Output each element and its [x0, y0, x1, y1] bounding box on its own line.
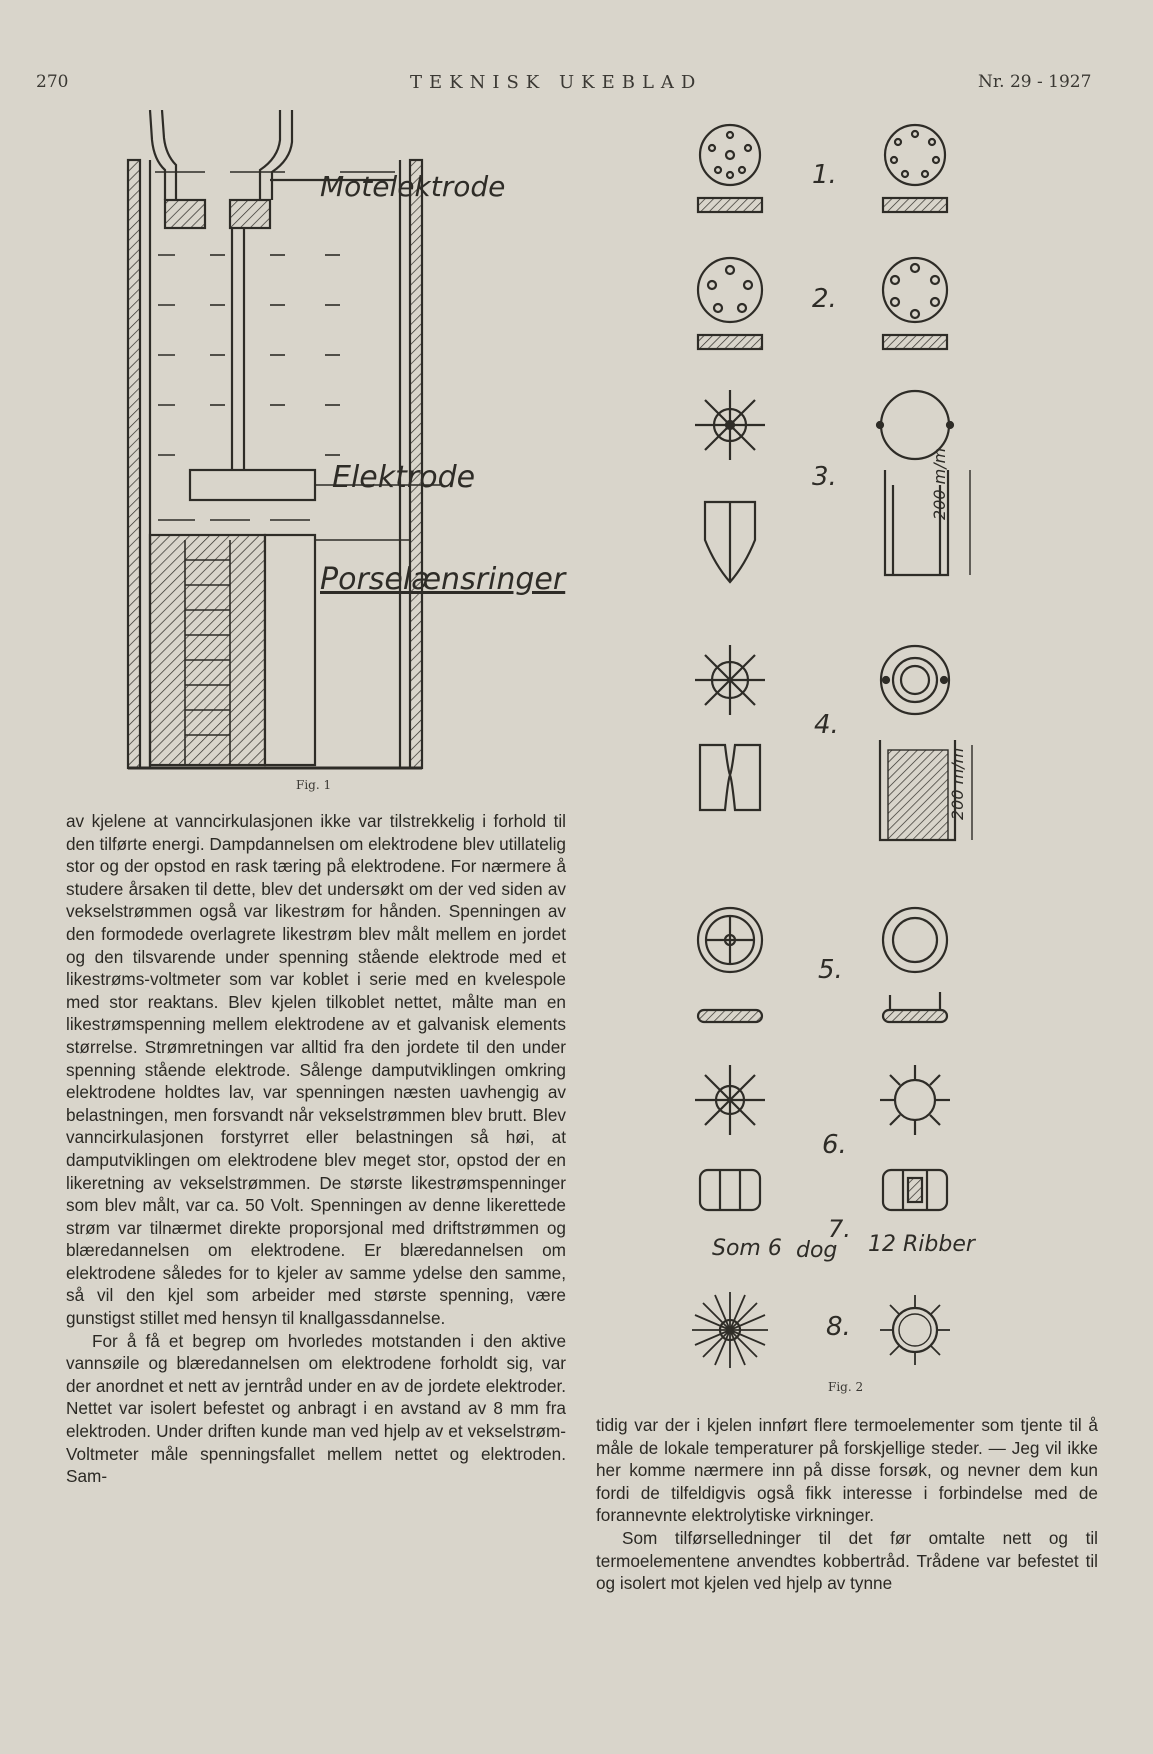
label-electrode: Elektrode — [332, 460, 476, 495]
figure-2-electrode-variants — [690, 120, 990, 1370]
paragraph: tidig var der i kjelen innført flere termoelementer som tjente til å måle de lokale temperaturer på forskjellige steder. — Jeg vil ikke her komme nærmere inn på disse forsøk, og nevner dem kun fordi de tilfeldigvis også fikk interesse i forbindelse med de forannevnte elektrolytiske virkninger. — [596, 1415, 1098, 1526]
right-text-column — [596, 1414, 1098, 1595]
figure-2-number-8: 8. — [826, 1312, 851, 1342]
figure-2-number-2: 2. — [812, 284, 837, 314]
journal-title: TEKNISK UKEBLAD — [410, 72, 703, 93]
dimension-label-4: 200 m/m — [948, 747, 967, 820]
issue-number: Nr. 29 - 1927 — [978, 72, 1092, 92]
figure-2-note-7-part2: dog — [796, 1238, 838, 1263]
figure-2-note-7-part3: 12 Ribber — [868, 1232, 975, 1257]
paragraph: For å få et begrep om hvorledes motstanden i den aktive vannsøile og blæredannelsen om elektrodene forholdt sig, var der anordnet et nett av jerntråd under en av de jordete elektroder. Nettet var isolert befestet og anbragt i en avstand av 8 mm fra elektroden. Under driften kunde man ved hjelp av et vekselstrøm-Voltmeter måle spenningsfallet mellem nettet og elektroden. Sam- — [66, 1330, 566, 1487]
figure-2-caption: Fig. 2 — [828, 1380, 864, 1394]
dimension-label-3: 200 m/m — [930, 447, 949, 520]
figure-2-number-6: 6. — [822, 1130, 847, 1160]
paragraph: av kjelene at vanncirkulasjonen ikke var tilstrekkelig i forhold til den tilførte energi. Dampdannelsen om elektrodene blev utillatelig stor og der opstod en rask tæring på elektrodene. For nærmere å studere årsaken til dette, blev det undersøkt om der ved siden av vekselstrømmen også var likestrøm for hånden. Spenningen av den formodede overlagrete likestrøm blev målt mellem en jordet og den tilsvarende under spenning stående elektrode med et likestrøms-voltmeter som var koblet i serie med en kvelespole med stor reaktans. Blev kjelen tilkoblet nettet, målte man en likestrømspenning mellem elektrodene av et galvanisk elements størrelse. Strømretningen var alltid fra den jordete til den under spenning stående elektrode. Sålenge damputviklingen omkring elektrodene holdtes lav, var spenningen næsten uavhengig av belastningen, men forsvandt når vekselstrømmen blev brutt. Blev vanncirkulasjonen forstyrret eller belastningen så høi, at damputviklingen om elektrodene blev meget stor, opstod der en likeretning av vekselstrømmen. De største likestrømspenninger som blev målt, var ca. 50 Volt. Spenningen av denne likerettede strøm var tilnærmet direkte proporsjonal med driftstrømmen og blæredannelsen om elektrodene. Er blæredannelsen om elektrodene således for to kjeler av samme ydelse den samme, så vil den kjel som arbeider med største spenning, være gunstigst stillet med hensyn til knallgassdannelse. — [66, 811, 566, 1329]
figure-2-number-5: 5. — [818, 955, 843, 985]
figure-2-number-3: 3. — [812, 462, 837, 492]
figure-2-number-4: 4. — [814, 710, 839, 740]
label-porcelain-rings: Porselænsringer — [320, 562, 566, 597]
paragraph: Som tilførselledninger til det før omtalte nett og til termoelementene anvendtes kobbertråd. Trådene var befestet til og isolert mot kjelen ved hjelp av tynne — [596, 1527, 1098, 1594]
figure-1-boiler-section — [110, 110, 580, 780]
figure-2-number-1: 1. — [812, 160, 837, 190]
figure-2-note-7-part1: Som 6 — [712, 1236, 782, 1261]
label-counter-electrode: Motelektrode — [320, 170, 506, 203]
page-number: 270 — [36, 72, 69, 92]
left-text-column — [66, 810, 566, 1488]
figure-1-caption: Fig. 1 — [296, 778, 332, 792]
figure-2-number-7: 7. — [828, 1215, 851, 1243]
